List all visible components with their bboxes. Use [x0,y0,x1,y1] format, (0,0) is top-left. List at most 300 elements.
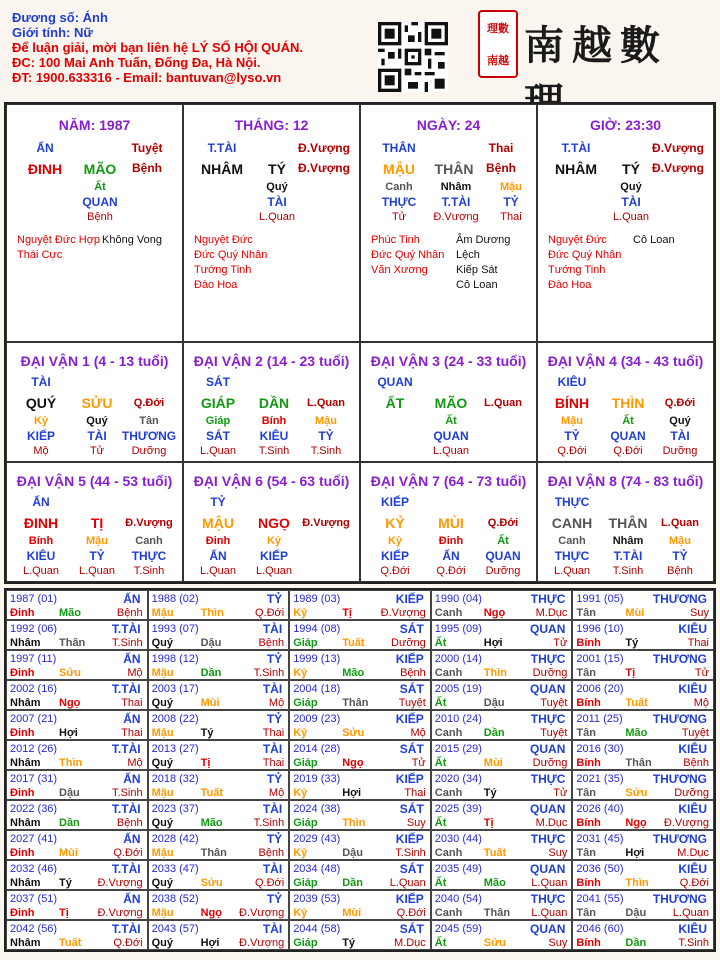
hidden-status: L.Quan [22,565,60,577]
year-god: KIẾP [395,772,424,786]
year-label: 2001 (15) [576,653,624,665]
year-status: Thai [262,757,285,769]
year-branch: Tị [625,667,636,679]
year-stem: Giáp [293,817,318,829]
year-stem: Tân [576,787,596,799]
year-cell [6,650,148,680]
hidden-god: TÀI [670,429,690,443]
year-branch: Mùi [483,757,503,769]
year-branch: Tị [483,817,494,829]
pillar-cell [6,104,183,342]
year-status: Thai [121,727,143,739]
hidden-status: Q.Đới [380,565,410,577]
year-god: ẤN [123,652,141,666]
year-branch: Tý [342,937,356,949]
hidden-stem: Kỷ [266,535,282,547]
hidden-status: Dưỡng [662,445,698,457]
hidden-god: THỰC [381,195,417,209]
star-item: Âm Dương Lệch [456,234,511,261]
year-god: THỰC [530,832,566,846]
year-cell [289,590,431,620]
year-stem: Bính [576,697,601,709]
year-label: 2029 (43) [293,833,341,845]
hidden-stem: Mậu [669,535,691,547]
year-label: 2039 (53) [293,893,341,905]
luck-pillar-cell [6,462,183,582]
luck-status: Q.Đới [487,517,519,529]
year-god: T.TÀI [111,682,141,696]
year-cell [289,620,431,650]
year-status: Bệnh [258,847,285,859]
earthly-branch: THÌN [611,395,645,411]
year-status: Suy [548,847,568,859]
year-branch: Tị [59,907,69,919]
year-stem: Tân [576,607,596,619]
year-label: 2010 (24) [434,713,482,725]
year-cell [431,770,573,800]
earthly-branch: THÂN [434,161,474,177]
contact-line-1: Để luận giải, mời bạn liên hệ LÝ SỐ HỘI QUÁN. [12,40,303,55]
year-branch: Sửu [59,667,82,679]
stem-status: Đ.Vượng [652,141,704,155]
luck-pillar-title: ĐẠI VẬN 6 (54 - 63 tuổi) [193,473,350,489]
year-god: ẤN [123,772,141,786]
hidden-god: ẤN [209,549,227,563]
hidden-stem: Canh [135,535,163,547]
star-item: Cô Loan [456,279,498,291]
year-stem: Ất [434,877,447,889]
hidden-stem: Ất [497,535,509,547]
star-item: Kiếp Sát [456,264,498,276]
year-branch: Tuất [59,937,82,949]
year-cell [289,740,431,770]
year-cell [148,710,290,740]
year-branch: Ngọ [483,607,506,619]
heavenly-stem: NHÂM [201,161,243,177]
year-god: TÀI [262,802,283,816]
stem-god: QUAN [377,375,413,389]
owner-name: Đương số: Ánh [12,10,108,25]
hidden-status: Dưỡng [485,565,521,577]
year-stem: Mậu [151,847,174,859]
luck-pillar-cell [360,462,537,582]
heavenly-stem: BÍNH [554,395,590,411]
year-stem: Quý [151,937,173,949]
hidden-god: SÁT [206,429,230,443]
year-status: Bệnh [258,637,285,649]
earthly-branch: TỊ [90,515,104,531]
year-stem: Quý [151,817,173,829]
hidden-stem: Mậu [315,415,337,427]
year-label: 2008 (22) [151,713,199,725]
year-cell [572,740,714,770]
year-stem: Nhâm [10,937,41,949]
year-god: KIẾP [395,832,424,846]
hidden-god: KIẾP [259,549,289,563]
year-status: L.Quan [672,907,709,919]
year-stem: Bính [576,757,601,769]
year-label: 2042 (56) [10,923,58,935]
hidden-god: TỶ [89,549,105,563]
heavenly-stem: ĐINH [23,515,59,531]
hidden-stem: Đinh [205,535,231,547]
year-god: SÁT [399,802,424,816]
star-item: Cô Loan [633,234,675,246]
hidden-stem: Kỷ [387,535,403,547]
year-status: T.Sinh [678,937,709,949]
year-cell [6,920,148,950]
year-branch: Tị [200,757,211,769]
year-branch: Mão [625,727,648,739]
header [12,10,342,85]
star-item: Đức Quý Nhân [371,249,445,261]
year-status: Suy [406,817,426,829]
hidden-stem: Kỷ [33,415,49,427]
year-cell [148,800,290,830]
year-stem: Đinh [10,847,35,859]
year-label: 2013 (27) [151,743,199,755]
star-list-left [194,233,267,293]
year-stem: Tân [576,907,596,919]
hidden-status: Dưỡng [131,445,167,457]
year-cell [431,740,573,770]
hidden-status: T.Sinh [310,445,342,457]
year-cell [431,710,573,740]
hidden-god: KIẾP [26,429,56,443]
year-label: 2003 (17) [151,683,199,695]
year-god: KIÊU [678,922,707,936]
year-cell [148,890,290,920]
year-stem: Giáp [293,937,318,949]
luck-pillar-title: ĐẠI VẬN 7 (64 - 73 tuổi) [370,473,527,489]
year-branch: Dần [342,877,363,889]
year-status: L.Quan [389,877,426,889]
year-label: 2033 (47) [151,863,199,875]
year-god: ẤN [123,712,141,726]
year-god: TÀI [262,862,283,876]
year-branch: Tị [342,607,352,619]
hidden-god: TỶ [672,549,688,563]
year-label: 2004 (18) [293,683,341,695]
year-stem: Quý [151,877,173,889]
hidden-status: T.Sinh [612,565,644,577]
year-stem: Ất [434,697,447,709]
year-status: Dưỡng [391,637,426,649]
year-status: Thai [687,637,709,649]
hidden-status: Q.Đới [613,445,643,457]
luck-status: Đ.Vượng [125,517,173,529]
hidden-status: Q.Đới [436,565,466,577]
year-label: 2018 (32) [151,773,199,785]
earthly-branch: TÝ [622,161,640,177]
year-stem: Nhâm [10,757,41,769]
star-list-right [456,233,536,293]
year-status: Bệnh [116,607,143,619]
year-cell [6,860,148,890]
year-label: 2009 (23) [293,713,341,725]
year-status: Tử [694,667,709,679]
year-status: Mộ [268,787,285,799]
year-status: Tử [553,637,568,649]
hidden-god: TÀI [87,429,107,443]
hidden-status: L.Quan [432,445,470,457]
year-cell [6,590,148,620]
hidden-status: Q.Đới [557,445,587,457]
year-god: KIẾP [395,652,424,666]
year-label: 2024 (38) [293,803,341,815]
year-status: Q.Đới [396,907,426,919]
year-cell [6,830,148,860]
hidden-god: T.TÀI [441,195,471,209]
stem-god: SÁT [206,375,230,389]
year-cell [289,920,431,950]
year-branch: Tý [625,637,639,649]
year-branch: Mùi [59,847,78,859]
hidden-stem: Canh [385,181,413,193]
year-label: 2025 (39) [434,803,482,815]
hidden-god: ẤN [442,549,460,563]
year-status: Tuyệt [398,697,426,709]
year-label: 1999 (13) [293,653,341,665]
year-label: 1989 (03) [293,593,341,605]
hidden-god: TỶ [318,429,334,443]
heavenly-stem: ĐINH [27,161,63,177]
year-stem: Bính [576,937,601,949]
year-label: 2046 (60) [576,923,624,935]
year-branch: Dần [59,817,80,829]
year-branch: Hợi [342,787,362,799]
year-god: THỰC [530,712,566,726]
hidden-god: TÀI [267,195,287,209]
year-label: 1995 (09) [434,623,482,635]
luck-pillar-cell [183,462,360,582]
year-god: T.TÀI [111,742,141,756]
stem-god: KIÊU [557,375,587,389]
branch-status: Bệnh [132,161,162,175]
branch-status: Đ.Vượng [298,161,350,175]
year-god: THƯƠNG [652,592,707,606]
hidden-god: TỶ [564,429,580,443]
year-stem: Nhâm [10,637,41,649]
luck-pillar-cell [183,342,360,462]
year-god: TỶ [266,832,283,846]
year-branch: Sửu [625,787,648,799]
year-stem: Đinh [10,787,35,799]
year-status: Bệnh [116,817,143,829]
year-branch: Dậu [342,847,363,859]
year-status: Mộ [410,727,426,739]
hidden-status: L.Quan [258,211,296,223]
year-status: Tuyệt [540,697,568,709]
hidden-stem: Mậu [561,415,583,427]
year-label: 2026 (40) [576,803,624,815]
stem-god: T.TÀI [207,141,237,155]
hidden-status: Tử [391,211,407,223]
star-item: Nguyệt Đức [548,234,607,246]
year-stem: Đinh [10,667,35,679]
stem-god: TỶ [210,495,226,509]
year-label: 2043 (57) [151,923,199,935]
year-cell [148,860,290,890]
year-god: SÁT [399,862,424,876]
year-status: Đ.Vượng [97,907,143,919]
earthly-branch: THÂN [608,515,648,531]
year-cell [6,740,148,770]
year-cell [148,770,290,800]
year-god: TÀI [262,622,283,636]
hidden-stem: Nhâm [612,535,644,547]
year-status: Bệnh [400,667,426,679]
hidden-god: THỰC [554,549,590,563]
year-god: QUAN [530,862,566,876]
year-god: TỶ [266,712,283,726]
pillar-cell [183,104,360,342]
year-branch: Tuất [342,637,365,649]
year-stem: Ất [434,817,447,829]
year-cell [148,740,290,770]
year-label: 2045 (59) [434,923,482,935]
year-label: 2007 (21) [10,713,58,725]
year-cell [431,680,573,710]
year-god: KIÊU [678,682,707,696]
year-branch: Hợi [483,637,503,649]
year-stem: Quý [151,757,173,769]
star-item: Thái Cực [17,249,63,261]
year-status: Q.Đới [113,847,143,859]
earthly-branch: MÃO [434,395,468,411]
year-cell [572,650,714,680]
year-label: 1993 (07) [151,623,199,635]
stem-god: T.TÀI [561,141,591,155]
year-stem: Kỷ [293,787,308,799]
year-stem: Quý [151,637,173,649]
hidden-status: Mộ [33,445,49,457]
year-branch: Ngọ [200,907,222,919]
hidden-stem: Quý [669,415,691,427]
hidden-god: TỶ [503,195,519,209]
hidden-stem: Mậu [500,181,522,193]
year-god: THƯƠNG [652,712,707,726]
year-status: Q.Đới [113,937,143,949]
year-label: 2015 (29) [434,743,482,755]
year-stem: Kỷ [293,907,308,919]
year-cell [431,650,573,680]
year-branch: Tý [200,727,214,739]
year-branch: Thân [483,907,511,919]
year-stem: Tân [576,847,596,859]
year-status: T.Sinh [395,847,426,859]
year-stem: Ất [434,757,447,769]
year-label: 2002 (16) [10,683,58,695]
year-branch: Sửu [483,937,506,949]
year-stem: Đinh [10,607,35,619]
year-branch: Thân [625,757,652,769]
year-cell [289,650,431,680]
hidden-god: T.TÀI [613,549,643,563]
stem-god: ẤN [32,495,50,509]
year-label: 2020 (34) [434,773,482,785]
star-item: Nguyệt Đức [194,234,253,246]
year-label: 2005 (19) [434,683,482,695]
year-stem: Giáp [293,637,318,649]
year-branch: Tuất [625,697,648,709]
year-cell [6,710,148,740]
year-god: THƯƠNG [652,892,707,906]
year-branch: Tuất [483,847,507,859]
year-status: Đ.Vượng [239,937,285,949]
year-god: TÀI [262,742,283,756]
year-stem: Canh [434,907,463,919]
year-cell [572,800,714,830]
year-god: KIÊU [678,742,707,756]
earthly-branch: MÙI [438,515,464,531]
year-god: THƯƠNG [652,772,707,786]
year-status: Đ.Vượng [380,607,426,619]
hidden-status: Tử [89,445,105,457]
year-cell [431,800,573,830]
year-branch: Thân [59,637,86,649]
hidden-god: QUAN [610,429,646,443]
year-stem: Giáp [293,697,318,709]
brand-seal: 理數 南越 [478,10,518,78]
year-label: 2006 (20) [576,683,624,695]
year-label: 1987 (01) [10,593,58,605]
year-status: Tuyệt [540,727,568,739]
year-stem: Canh [434,607,463,619]
year-stem: Canh [434,727,463,739]
year-stem: Đinh [10,907,35,919]
luck-pillar-cell [537,462,714,582]
year-cell [572,620,714,650]
pillar-title: NĂM: 1987 [58,117,131,133]
year-status: Thai [404,787,426,799]
star-item: Đức Quý Nhân [548,249,622,261]
year-cell [289,860,431,890]
year-stem: Canh [434,847,463,859]
luck-pillar-cell [6,342,183,462]
luck-status: Q.Đới [664,397,696,409]
year-stem: Kỷ [293,607,308,619]
year-god: TỶ [266,592,283,606]
hidden-stem: Quý [86,415,108,427]
year-branch: Hợi [625,847,645,859]
hidden-god: KIẾP [380,549,410,563]
year-stem: Tân [576,667,596,679]
heavenly-stem: KỶ [385,515,405,531]
year-branch: Thân [200,847,227,859]
hidden-status: Bệnh [87,211,113,223]
hidden-status: Bệnh [667,565,693,577]
annual-fortune-table [4,588,716,952]
year-god: TÀI [262,922,283,936]
year-label: 2012 (26) [10,743,58,755]
qr-code-icon[interactable] [378,22,448,92]
year-branch: Dậu [200,637,222,649]
year-label: 2019 (33) [293,773,341,785]
star-list-left [17,233,100,263]
heavenly-stem: QUÝ [25,395,57,411]
year-cell [431,920,573,950]
stem-status: Thai [488,141,514,155]
year-cell [289,770,431,800]
year-cell [6,620,148,650]
year-stem: Mậu [151,607,174,619]
year-status: Tuyệt [681,727,709,739]
year-branch: Mùi [625,607,645,619]
hidden-status: L.Quan [553,565,591,577]
year-label: 2044 (58) [293,923,341,935]
luck-status: L.Quan [661,517,699,529]
